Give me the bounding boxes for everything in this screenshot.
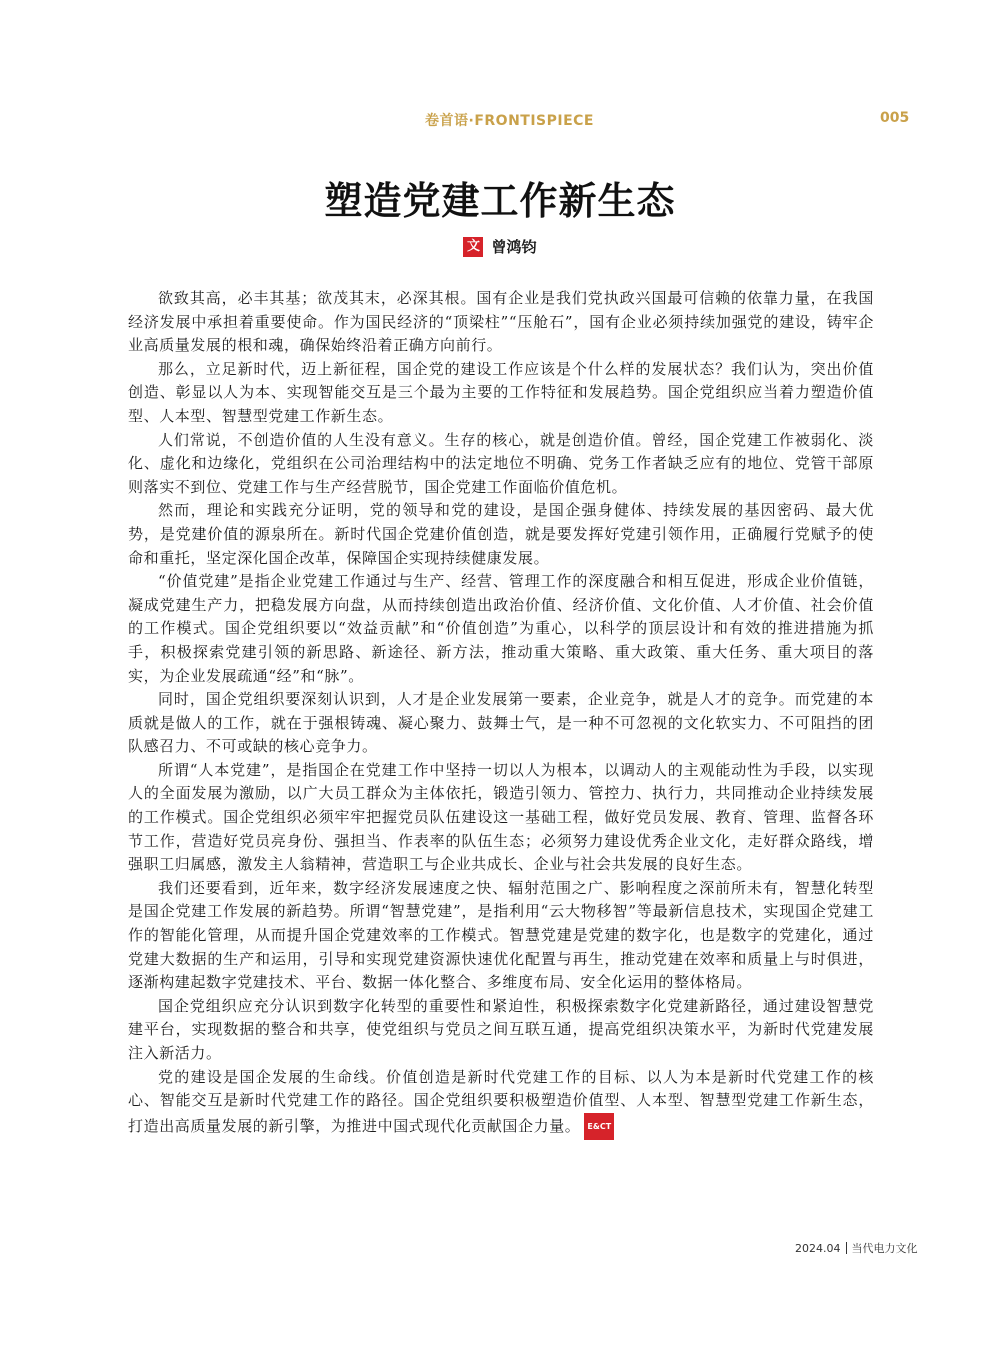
- paragraph: 然而，理论和实践充分证明，党的领导和党的建设，是国企强身健体、持续发展的基因密码、最大优势，是党建价值的源泉所在。新时代国企党建价值创造，就是要发挥好党建引领作用，正确履行党赋予的使命和重托，坚定深化国企改革，保障国企实现持续健康发展。: [128, 501, 874, 567]
- paragraph-last: [128, 1066, 874, 1141]
- paragraph: 人们常说，不创造价值的人生没有意义。生存的核心，就是创造价值。曾经，国企党建工作被弱化、淡化、虚化和边缘化，党组织在公司治理结构中的法定地位不明确、党务工作者缺乏应有的地位、党管干部原则落实不到位、党建工作与生产经营脱节，国企党建工作面临价值危机。: [128, 430, 874, 496]
- byline: [0, 236, 1000, 257]
- paragraph: 我们还要看到，近年来，数字经济发展速度之快、辐射范围之广、影响程度之深前所未有，智慧化转型是国企党建工作发展的新趋势。所谓“智慧党建”，是指利用“云大物移智”等最新信息技术，实现国企党建工作的智能化管理，从而提升国企党建效率的工作模式。智慧党建是党建的数字化，也是数字的党建化，通过党建大数据的生产和运用，引导和实现党建资源快速优化配置与再生，推动党建在效率和质量上与时俱进，逐渐构建起数字党建技术、平台、数据一体化整合、多维度布局、安全化运用的整体格局。: [128, 878, 874, 992]
- end-mark-logo: E&CT: [584, 1113, 614, 1141]
- page-footer: [795, 1240, 918, 1256]
- article-title: 塑造党建工作新生态: [324, 178, 676, 223]
- paragraph: 欲致其高，必丰其基；欲茂其末，必深其根。国有企业是我们党执政兴国最可信赖的依靠力量，在我国经济发展中承担着重要使命。作为国民经济的“顶梁柱”“压舱石”，国有企业必须持续加强党的建设，铸牢企业高质量发展的根和魂，确保始终沿着正确方向前行。: [128, 289, 874, 355]
- paragraph: 同时，国企党组织要深刻认识到，人才是企业发展第一要素，企业竞争，就是人才的竞争。而党建的本质就是做人的工作，就在于强根铸魂、凝心聚力、鼓舞士气，是一种不可忽视的文化软实力、不可阻挡的团队感召力、不可或缺的核心竞争力。: [128, 690, 874, 756]
- footer-divider: [846, 1242, 847, 1254]
- issue-date: 2024.04: [795, 1241, 841, 1255]
- article-body: [128, 287, 874, 1140]
- page-number: 005: [880, 110, 910, 126]
- paragraph: “价值党建”是指企业党建工作通过与生产、经营、管理工作的深度融合和相互促进，形成企业价值链，凝成党建生产力，把稳发展方向盘，从而持续创造出政治价值、经济价值、文化价值、人才价值、社会价值的工作模式。国企党组织要以“效益贡献”和“价值创造”为重心，以科学的顶层设计和有效的推进措施为抓手，积极探索党建引领的新思路、新途径、新方法，推动重大策略、重大政策、重大任务、重大项目的落实，为企业发展疏通“经”和“脉”。: [128, 572, 874, 685]
- paragraph-text: 党的建设是国企发展的生命线。价值创造是新时代党建工作的目标、以人为本是新时代党建工作的核心、智能交互是新时代党建工作的路径。国企党组织要积极塑造价值型、人本型、智慧型党建工作新生态，打造出高质量发展的新引擎，为推进中国式现代化贡献国企力量。: [128, 1067, 874, 1135]
- section-header: 卷首语·FRONTISPIECE: [425, 113, 594, 129]
- paragraph: 那么，立足新时代，迈上新征程，国企党的建设工作应该是个什么样的发展状态？我们认为，突出价值创造、彰显以人为本、实现智能交互是三个最为主要的工作特征和发展趋势。国企党组织应当着力塑造价值型、人本型、智慧型党建工作新生态。: [128, 359, 874, 425]
- author-name: 曾鸿钧: [491, 238, 537, 256]
- paragraph: 所谓“人本党建”，是指国企在党建工作中坚持一切以人为根本，以调动人的主观能动性为手段，以实现人的全面发展为激励，以广大员工群众为主体依托，锻造引领力、管控力、执行力，共同推动企业持续发展的工作模式。国企党组织必须牢牢把握党员队伍建设这一基础工程，做好党员发展、教育、管理、监督各环节工作，营造好党员亮身份、强担当、作表率的队伍生态；必须努力建设优秀企业文化，走好群众路线，增强职工归属感，激发主人翁精神，营造职工与企业共成长、企业与社会共发展的良好生态。: [128, 760, 874, 874]
- paragraph: 国企党组织应充分认识到数字化转型的重要性和紧迫性，积极探索数字化党建新路径，通过建设智慧党建平台，实现数据的整合和共享，使党组织与党员之间互联互通，提高党组织决策水平，为新时代党建发展注入新活力。: [128, 996, 874, 1062]
- byline-tag: 文: [463, 237, 483, 257]
- magazine-name: 当代电力文化: [851, 1242, 918, 1255]
